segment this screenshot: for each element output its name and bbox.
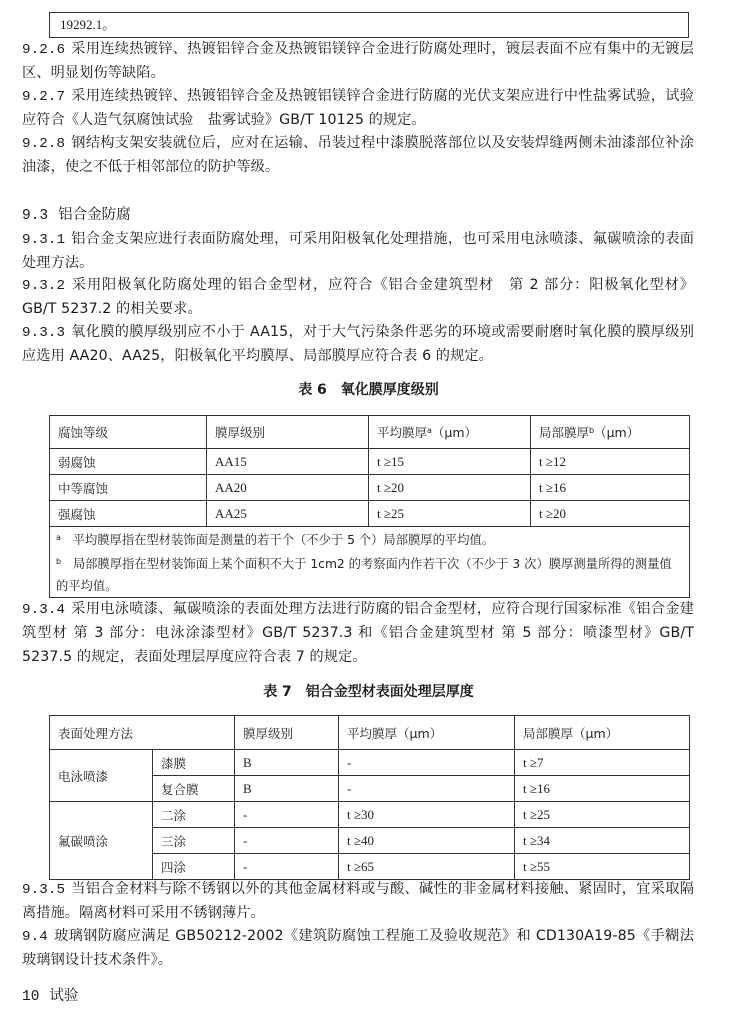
- clause-9-3-1: [22, 228, 694, 276]
- table-row: [50, 501, 690, 527]
- table-7-surface-treatment-thickness: [49, 715, 690, 880]
- table-cell: -: [235, 854, 339, 880]
- clause-9-3-4: [22, 598, 694, 669]
- continued-note-text: 19292.1。: [60, 17, 116, 32]
- table-row: [50, 475, 690, 501]
- clause-9-2-6: [22, 38, 694, 86]
- table-row: [50, 802, 690, 828]
- table-header-row: [50, 416, 690, 449]
- clause-9-3-2: [22, 274, 694, 322]
- continued-note-box: [49, 12, 689, 38]
- header-cell: 局部膜厚$^b$（μm）: [531, 416, 690, 449]
- clause-number: 9.2.7: [22, 89, 66, 105]
- table-cell: t ≥15: [369, 449, 531, 475]
- table-cell: 三涂: [153, 828, 235, 854]
- table-cell: 中等腐蚀: [50, 475, 207, 501]
- table-cell: -: [235, 802, 339, 828]
- header-cell: 表面处理方法: [50, 716, 235, 750]
- footnote-mark: a: [427, 426, 432, 435]
- table-cell: 二涂: [153, 802, 235, 828]
- clause-number: 9.3.2: [22, 278, 66, 294]
- table-cell: B: [235, 750, 339, 776]
- header-cell: 腐蚀等级: [50, 416, 207, 449]
- header-cell: 膜厚级别: [207, 416, 369, 449]
- table-cell: t ≥55: [515, 854, 690, 880]
- section-heading-9-3: [22, 204, 131, 228]
- table-cell: 复合膜: [153, 776, 235, 802]
- table-cell: t ≥30: [339, 802, 515, 828]
- table-cell: 弱腐蚀: [50, 449, 207, 475]
- clause-9-3-5: [22, 878, 694, 926]
- section-heading-10: [22, 985, 78, 1009]
- header-cell: 平均膜厚$^a$（μm）: [369, 416, 531, 449]
- clause-text: 铝合金支架应进行表面防腐处理，可采用阳极氧化处理措施，也可采用电泳喷漆、氟碳喷涂的表面处理方法。: [22, 231, 694, 272]
- clause-number: 9.3.1: [22, 232, 66, 248]
- table-cell: t ≥12: [531, 449, 690, 475]
- section-title: 铝合金防腐: [58, 207, 131, 223]
- clause-9-2-8: [22, 132, 694, 180]
- header-cell: 膜厚级别: [235, 716, 339, 750]
- table-notes-row: [50, 527, 690, 598]
- table-row: [50, 750, 690, 776]
- clause-number: 9.2.6: [22, 42, 66, 58]
- section-number: 9.3: [22, 208, 49, 224]
- section-title: 试验: [49, 988, 79, 1004]
- table-cell: AA15: [207, 449, 369, 475]
- clause-9-3-3: [22, 321, 694, 369]
- table-cell: t ≥7: [515, 750, 690, 776]
- method-cell: 电泳喷漆: [50, 750, 153, 802]
- clause-text: 当铝合金材料与除不锈钢以外的其他金属材料或与酸、碱性的非金属材料接触、紧固时，宜采取隔离措施。隔离材料可采用不锈钢薄片。: [22, 881, 694, 922]
- clause-text: 采用连续热镀锌、热镀铝锌合金及热镀铝镁锌合金进行防腐的光伏支架应进行中性盐雾试验，试验应符合《人造气氛腐蚀试验 盐雾试验》GB/T 10125 的规定。: [22, 88, 694, 129]
- table-cell: t ≥34: [515, 828, 690, 854]
- table-cell: t ≥16: [531, 475, 690, 501]
- table-cell: 强腐蚀: [50, 501, 207, 527]
- table-header-row: [50, 716, 690, 750]
- clause-number: 9.2.8: [22, 136, 66, 152]
- table-cell: 漆膜: [153, 750, 235, 776]
- table-6-oxide-film-thickness: [49, 415, 690, 598]
- header-cell: 局部膜厚（μm）: [515, 716, 690, 750]
- clause-text: 采用连续热镀锌、热镀铝锌合金及热镀铝镁锌合金进行防腐处理时，镀层表面不应有集中的无镀层区、明显划伤等缺陷。: [22, 41, 694, 82]
- footnote-a: $^a$ 平均膜厚指在型材装饰面是测量的若干个（不少于 5 个）局部膜厚的平均值。: [56, 533, 495, 547]
- clause-text: 采用阳极氧化防腐处理的铝合金型材，应符合《铝合金建筑型材 第 2 部分：阳极氧化型材》GB/T 5237.2 的相关要求。: [22, 277, 694, 318]
- table-cell: -: [339, 776, 515, 802]
- table-6-title: 表 6 氧化膜厚度级别: [298, 382, 439, 398]
- section-number: 10: [22, 989, 40, 1005]
- table-cell: -: [235, 828, 339, 854]
- header-cell: 平均膜厚（μm）: [339, 716, 515, 750]
- clause-9-2-7: [22, 85, 694, 133]
- clause-number: 9.4: [22, 929, 48, 945]
- table-cell: t ≥25: [515, 802, 690, 828]
- clause-number: 9.3.5: [22, 882, 66, 898]
- table-row: [50, 449, 690, 475]
- clause-9-4: [22, 925, 694, 973]
- table-cell: AA25: [207, 501, 369, 527]
- table-cell: t ≥20: [369, 475, 531, 501]
- footnote-mark: b: [589, 426, 595, 435]
- clause-text: 钢结构支架安装就位后，应对在运输、吊装过程中漆膜脱落部位以及安装焊缝两侧未油漆部位补涂油漆，使之不低于相邻部位的防护等级。: [22, 135, 694, 176]
- table-cell: t ≥20: [531, 501, 690, 527]
- table-cell: t ≥25: [369, 501, 531, 527]
- table-cell: t ≥16: [515, 776, 690, 802]
- clause-number: 9.3.3: [22, 325, 66, 341]
- table-cell: t ≥40: [339, 828, 515, 854]
- table-cell: AA20: [207, 475, 369, 501]
- table-notes: [50, 527, 690, 598]
- table-cell: B: [235, 776, 339, 802]
- table-7-title: 表 7 铝合金型材表面处理层厚度: [263, 684, 474, 700]
- table-cell: -: [339, 750, 515, 776]
- footnote-b: $^b$ 局部膜厚指在型材装饰面上某个面积不大于 1cm2 的考察面内作若干次（不少于 3 次）膜厚测量所得的测量值的平均值。: [56, 557, 672, 593]
- table-cell: 四涂: [153, 854, 235, 880]
- clause-text: 氧化膜的膜厚级别应不小于 AA15，对于大气污染条件恶劣的环境或需要耐磨时氧化膜的膜厚级别应选用 AA20、AA25，阳极氧化平均膜厚、局部膜厚应符合表 6 的规定。: [22, 324, 694, 365]
- clause-text: 玻璃钢防腐应满足 GB50212-2002《建筑防腐蚀工程施工及验收规范》和 CD130A19-85《手糊法玻璃钢设计技术条件》。: [22, 928, 694, 969]
- clause-text: 采用电泳喷漆、氟碳喷涂的表面处理方法进行防腐的铝合金型材，应符合现行国家标准《铝合金建筑型材 第 3 部分：电泳涂漆型材》GB/T 5237.3 和《铝合金建筑型材 第 5 部分：喷漆型材》GB/T 5237.5 的规定，表面处理层厚度应符合表 7 的规定。: [22, 601, 694, 665]
- clause-number: 9.3.4: [22, 602, 66, 618]
- method-cell: 氟碳喷涂: [50, 802, 153, 880]
- table-cell: t ≥65: [339, 854, 515, 880]
